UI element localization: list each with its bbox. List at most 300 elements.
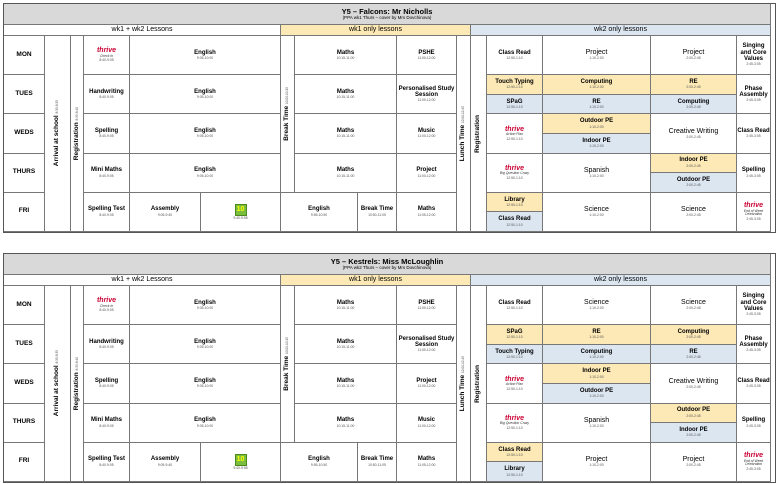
lesson-time: 2:00-2:45 [686, 134, 701, 139]
lesson-cell [295, 325, 397, 364]
lesson-time: 9:05-9:40 [157, 462, 173, 467]
lesson-cell [543, 193, 651, 232]
day-text: WEDS [14, 129, 34, 137]
lesson-cell [295, 36, 397, 75]
lesson-name: Spelling Test [88, 456, 125, 463]
lesson-time: 9:05-10:00 [196, 134, 214, 139]
lesson-name: English [194, 417, 216, 424]
lesson-time: 1:10-2:00 [589, 174, 604, 179]
lesson-cell [543, 154, 651, 193]
lesson-time: 9:40-9:55 [233, 215, 248, 220]
lesson-cell [737, 404, 771, 443]
thrive-logo: thrive [743, 202, 764, 210]
lesson-cell [737, 364, 771, 403]
lesson-name: RE [592, 329, 601, 336]
lesson-cell [130, 443, 201, 482]
lesson-time: 2:00-2:45 [686, 384, 701, 389]
lesson-time: 2:00-2:45 [686, 183, 701, 188]
lesson-name: Indoor PE [582, 368, 611, 375]
lesson-time: 12:50-1:10 [506, 354, 523, 359]
lesson-name: Singing and Core Values [740, 293, 767, 312]
lesson-time: 2:45-3:05 [746, 312, 761, 317]
timetable-0 [3, 3, 776, 233]
lesson-time: 10:15-11:00 [336, 134, 355, 139]
lesson-time: 1:10-2:00 [589, 424, 604, 429]
lesson-cell [543, 36, 651, 75]
lesson-time: 9:05-10:00 [196, 423, 214, 428]
arrival-label: Arrival at school 8:30-8:35 [53, 100, 61, 167]
lesson-cell [130, 286, 281, 325]
lesson-time: 11:00-12:00 [417, 348, 436, 353]
lesson-name: Science [681, 299, 706, 307]
lesson-time: 12:50-1:10 [506, 136, 523, 141]
split-cell [487, 443, 542, 462]
timetable-title [4, 4, 771, 25]
lesson-time: 1:10-2:00 [589, 124, 604, 129]
lesson-name: Spelling [741, 417, 766, 424]
lesson-time: 8:40-9:05 [99, 58, 114, 63]
lesson-time: 12:50-1:10 [506, 386, 523, 391]
lesson-name: Personalised Study Session [398, 335, 455, 348]
lesson-name: English [194, 88, 216, 95]
day-label-thurs [4, 404, 45, 443]
lesson-time: 2:45-3:05 [746, 62, 761, 67]
registration-column [71, 286, 84, 482]
section-header [281, 275, 471, 286]
lesson-name: Handwriting [89, 338, 124, 345]
lesson-name: Project [682, 49, 705, 57]
lesson-time: 12:50-1:10 [506, 85, 523, 90]
lesson-cell [130, 364, 281, 403]
lesson-name: Class Read [498, 299, 531, 306]
day-label-weds [4, 364, 45, 403]
lesson-name: Break Time [360, 206, 394, 213]
lesson-name: Spelling Test [88, 206, 125, 213]
split-cell [487, 193, 542, 212]
lunch-column [457, 36, 471, 232]
day-text: THURS [12, 168, 36, 176]
lesson-time: 11:00-12:00 [417, 173, 436, 178]
lesson-name: Maths [336, 299, 355, 306]
lesson-time: 9:05-10:00 [196, 173, 214, 178]
day-text: MON [16, 50, 32, 58]
lesson-cell [543, 443, 651, 482]
lesson-time: 2:00-2:45 [686, 463, 701, 468]
lesson-name: Music [417, 417, 435, 424]
lesson-cell [397, 404, 457, 443]
lesson-name: Outdoor PE [579, 118, 614, 125]
lesson-time: 9:05-10:00 [196, 384, 214, 389]
lesson-cell [487, 404, 543, 443]
lesson-name: Class Read [498, 216, 531, 223]
registration-label: Registration 8:35-8:40 [72, 106, 80, 161]
lesson-cell [130, 36, 281, 75]
lesson-name: Computing [580, 348, 613, 355]
lesson-time: 10:15-11:00 [336, 305, 355, 310]
split-cell [651, 94, 736, 114]
lesson-cell [487, 443, 543, 482]
lesson-cell [487, 36, 543, 75]
lesson-time: 8:40-9:05 [99, 345, 114, 350]
lesson-time: 9:05-10:00 [196, 305, 214, 310]
lesson-cell [84, 114, 130, 153]
registration-column [71, 36, 84, 232]
thrive-logo: thrive [504, 125, 525, 133]
lesson-time: 11:00-12:00 [417, 305, 436, 310]
split-cell [651, 75, 736, 94]
lesson-time: 1:10-2:00 [589, 354, 604, 359]
lesson-time: 11:00-12:00 [417, 384, 436, 389]
day-text: TUES [15, 89, 33, 97]
break-column [281, 36, 295, 193]
registration2-column [471, 36, 487, 232]
lesson-name: English [194, 378, 216, 385]
split-cell [543, 383, 650, 403]
lesson-cell [397, 193, 457, 232]
lesson-time: 2:00-2:45 [686, 163, 701, 168]
lesson-name: Indoor PE [679, 157, 708, 164]
lesson-time: 8:40-9:05 [99, 423, 114, 428]
lesson-time: 10:50-11:05 [368, 462, 386, 467]
lesson-cell [651, 154, 737, 193]
lesson-time: 1:10-2:00 [589, 394, 604, 399]
registration2-label: Registration [474, 114, 482, 153]
lesson-name: Music [417, 128, 435, 135]
lesson-cell [295, 75, 397, 114]
thrive-logo: thrive [504, 375, 525, 383]
lesson-time: 11:00-12:00 [417, 55, 436, 60]
lesson-name: Class Read [737, 128, 770, 135]
day-label-tues [4, 75, 45, 114]
ten-badge: 10 [235, 454, 247, 466]
lesson-cell [487, 75, 543, 114]
lesson-time: 2:00-2:45 [686, 56, 701, 61]
lesson-cell [397, 286, 457, 325]
lunch-column [457, 286, 471, 482]
split-cell [651, 344, 736, 364]
section-label: wk1 + wk2 Lessons [111, 26, 173, 34]
lesson-cell [651, 443, 737, 482]
lesson-cell [487, 364, 543, 403]
thrive-logo: thrive [504, 414, 525, 422]
split-cell [487, 75, 542, 94]
lesson-name: Outdoor PE [676, 177, 711, 184]
split-cell [543, 325, 650, 344]
lesson-time: 2:45-3:05 [746, 466, 761, 471]
lesson-name: Class Read [737, 378, 770, 385]
lesson-time: 2:45-3:05 [746, 423, 761, 428]
lesson-name: Maths [336, 88, 355, 95]
lesson-time: 12:50-1:10 [506, 472, 523, 477]
thrive-logo: thrive [504, 164, 525, 172]
day-label-mon [4, 286, 45, 325]
split-cell [487, 94, 542, 114]
split-cell [651, 404, 736, 423]
lesson-name: English [194, 338, 216, 345]
lesson-name: Maths [336, 167, 355, 174]
lesson-cell [487, 154, 543, 193]
lesson-time: 10:50-11:05 [368, 212, 386, 217]
arrival-column [45, 286, 71, 482]
lesson-cell [358, 193, 397, 232]
lesson-cell [651, 193, 737, 232]
lesson-time: 8:40-9:05 [99, 173, 114, 178]
lesson-name: Maths [336, 417, 355, 424]
lesson-time: 10:15-11:00 [336, 173, 355, 178]
lesson-name: RE [689, 348, 698, 355]
lesson-time: 8:40-9:05 [99, 462, 114, 467]
lesson-time: 2:00-2:45 [686, 354, 701, 359]
timetable-1 [3, 253, 776, 483]
ten-badge: 10 [235, 204, 247, 216]
lesson-name: SPaG [506, 98, 523, 105]
lesson-cell [84, 325, 130, 364]
lesson-cell [84, 193, 130, 232]
lesson-name: Science [681, 205, 706, 213]
lesson-time: 1:10-2:00 [589, 306, 604, 311]
lesson-name: Break Time [360, 456, 394, 463]
lesson-name: Class Read [498, 49, 531, 56]
lesson-name: Project [585, 49, 608, 57]
lesson-name: Spanish [583, 166, 610, 174]
lesson-cell [295, 364, 397, 403]
lesson-cell [543, 75, 651, 114]
split-cell [543, 364, 650, 383]
lesson-time: 11:00-12:00 [417, 134, 436, 139]
lesson-cell [397, 75, 457, 114]
lesson-cell [737, 154, 771, 193]
lesson-cell [543, 286, 651, 325]
thrive-caption: Big Question Crazy [499, 421, 530, 426]
break-column [281, 286, 295, 443]
lesson-name: English [194, 49, 216, 56]
lesson-time: 1:10-2:00 [589, 144, 604, 149]
thrive-caption: Action Plan [505, 382, 524, 387]
lesson-name: Creative Writing [668, 127, 719, 135]
lesson-time: 2:45-3:05 [746, 216, 761, 221]
lesson-time: 2:00-2:45 [686, 104, 701, 109]
lesson-name: Outdoor PE [676, 407, 711, 414]
split-cell [543, 114, 650, 133]
thrive-logo: thrive [743, 452, 764, 460]
day-text: WEDS [14, 379, 34, 387]
split-cell [543, 344, 650, 364]
lesson-cell [651, 286, 737, 325]
lesson-cell [651, 114, 737, 153]
lesson-name: Spanish [583, 416, 610, 424]
lesson-name: English [308, 456, 330, 463]
thrive-caption: Action Plan [505, 132, 524, 137]
lesson-name: Personalised Study Session [398, 85, 455, 98]
lesson-cell [84, 443, 130, 482]
lesson-name: PSHE [418, 49, 435, 56]
day-label-weds [4, 114, 45, 153]
lesson-cell [543, 114, 651, 153]
lesson-name: Maths [417, 206, 436, 213]
lesson-time: 8:40-9:05 [99, 384, 114, 389]
lesson-name: Class Read [498, 446, 531, 453]
lesson-time: 9:05-10:00 [196, 55, 214, 60]
lesson-name: RE [689, 79, 698, 86]
title-text: Y5 – Kestrels: Miss McLoughlin [330, 256, 444, 266]
lesson-name: Science [584, 205, 609, 213]
lesson-cell [295, 286, 397, 325]
subtitle-text: (PPA wk1 Thurs – cover by Mrs Dovchinova) [342, 14, 432, 20]
lesson-time: 8:40-9:05 [99, 134, 114, 139]
lesson-time: 9:40-9:55 [233, 465, 248, 470]
lesson-name: Spelling [741, 167, 766, 174]
lesson-time: 2:45-3:05 [746, 134, 761, 139]
lesson-cell [737, 36, 771, 75]
lesson-time: 2:00-2:45 [686, 85, 701, 90]
break-label: Break Time 10:00-10:15 [283, 337, 291, 391]
lesson-name: Maths [336, 128, 355, 135]
lesson-time: 8:40-9:05 [99, 95, 114, 100]
section-label: wk1 only lessons [349, 26, 402, 34]
lesson-name: Project [682, 455, 705, 463]
lesson-cell [397, 114, 457, 153]
lesson-time: 12:50-1:10 [506, 55, 523, 60]
lunch-label: Lunch Time 12:00-12:45 [459, 105, 467, 162]
lesson-time: 10:15-11:00 [336, 345, 355, 350]
lesson-name: Project [416, 167, 437, 174]
lesson-time: 11:00-12:00 [417, 98, 436, 103]
lesson-name: Maths [417, 456, 436, 463]
subtitle-text: (PPA wk2 Thurs – cover by Mrs Dovchinova) [342, 264, 432, 270]
lesson-name: Spelling [94, 128, 119, 135]
lesson-time: 1:10-2:00 [589, 463, 604, 468]
lesson-name: Library [504, 196, 525, 203]
split-cell [651, 422, 736, 442]
lesson-cell [543, 325, 651, 364]
lesson-name: Computing [677, 329, 710, 336]
section-header [4, 25, 281, 36]
lesson-cell [487, 325, 543, 364]
lesson-name: Spelling [94, 378, 119, 385]
lesson-name: Indoor PE [582, 137, 611, 144]
lesson-name: Project [416, 378, 437, 385]
lesson-cell [295, 404, 397, 443]
lesson-name: Assembly [150, 206, 180, 213]
lesson-time: 11:00-12:00 [417, 423, 436, 428]
lesson-time: 1:10-2:00 [589, 335, 604, 340]
split-cell [487, 461, 542, 481]
lesson-time: 12:50-1:10 [506, 452, 523, 457]
lesson-cell [84, 404, 130, 443]
lesson-cell [737, 75, 771, 114]
split-cell [651, 154, 736, 173]
lesson-time: 1:10-2:00 [589, 213, 604, 218]
arrival-label: Arrival at school 8:30-8:35 [53, 350, 61, 417]
thrive-caption: Check In [99, 303, 114, 308]
lesson-name: Phase Assembly [739, 85, 768, 98]
lesson-name: Creative Writing [668, 377, 719, 385]
lesson-name: Handwriting [89, 88, 124, 95]
lesson-cell [295, 154, 397, 193]
lesson-cell [487, 286, 543, 325]
lesson-time: 8:40-9:05 [99, 212, 114, 217]
lesson-cell [487, 114, 543, 153]
lesson-cell [397, 364, 457, 403]
lesson-name: Indoor PE [679, 427, 708, 434]
lesson-time: 12:50-1:10 [506, 335, 523, 340]
section-label: wk2 only lessons [594, 276, 647, 284]
lesson-name: Computing [677, 98, 710, 105]
lesson-cell [737, 286, 771, 325]
lesson-name: Library [504, 466, 525, 473]
day-label-fri [4, 443, 45, 482]
lesson-time: 1:10-2:00 [589, 56, 604, 61]
lesson-time: 12:50-1:10 [506, 305, 523, 310]
thrive-logo: thrive [96, 297, 117, 305]
section-header [4, 275, 281, 286]
section-label: wk1 only lessons [349, 276, 402, 284]
timetable-title [4, 254, 771, 275]
lesson-name: English [194, 128, 216, 135]
lesson-cell [295, 114, 397, 153]
lesson-time: 9:55-10:50 [310, 212, 328, 217]
lesson-name: Computing [580, 79, 613, 86]
lesson-time: 12:50-1:10 [506, 222, 523, 227]
lesson-time: 12:50-1:10 [506, 202, 523, 207]
lesson-name: Project [585, 455, 608, 463]
lesson-cell [737, 443, 771, 482]
lesson-name: Touch Typing [495, 79, 534, 86]
split-cell [543, 75, 650, 94]
arrival-column [45, 36, 71, 232]
lesson-name: Outdoor PE [579, 387, 614, 394]
lesson-name: English [194, 167, 216, 174]
lesson-time: 2:00-2:45 [686, 213, 701, 218]
lesson-name: Assembly [150, 456, 180, 463]
section-label: wk1 + wk2 Lessons [111, 276, 173, 284]
lesson-cell [281, 443, 358, 482]
lesson-cell [84, 75, 130, 114]
day-text: TUES [15, 339, 33, 347]
lesson-name: Phase Assembly [739, 335, 768, 348]
lesson-cell [130, 404, 281, 443]
day-text: THURS [12, 418, 36, 426]
lesson-time: 2:00-2:45 [686, 335, 701, 340]
lesson-cell [397, 443, 457, 482]
lesson-name: Maths [336, 378, 355, 385]
lesson-time: 9:05-9:40 [157, 212, 173, 217]
lesson-name: Maths [336, 338, 355, 345]
lesson-name: English [308, 206, 330, 213]
lesson-time: 11:05-12:00 [417, 462, 436, 467]
title-text: Y5 – Falcons: Mr Nicholls [341, 6, 433, 16]
lesson-cell [84, 364, 130, 403]
lesson-cell [130, 154, 281, 193]
lesson-time: 1:10-2:00 [589, 104, 604, 109]
lesson-cell [201, 443, 281, 482]
lesson-name: RE [592, 98, 601, 105]
lesson-cell [130, 75, 281, 114]
section-header [471, 25, 771, 36]
thrive-caption: End of Week Celebration [743, 208, 764, 217]
section-header [281, 25, 471, 36]
split-cell [543, 133, 650, 153]
day-text: FRI [18, 207, 30, 215]
lesson-time: 2:00-2:45 [686, 306, 701, 311]
lesson-time: 8:40-9:05 [99, 308, 114, 313]
lesson-cell [281, 193, 358, 232]
lesson-name: PSHE [418, 299, 435, 306]
lesson-time: 12:50-1:10 [506, 425, 523, 430]
thrive-caption: Check In [99, 53, 114, 58]
lesson-name: Mini Maths [91, 167, 122, 174]
lesson-name: Science [584, 299, 609, 307]
